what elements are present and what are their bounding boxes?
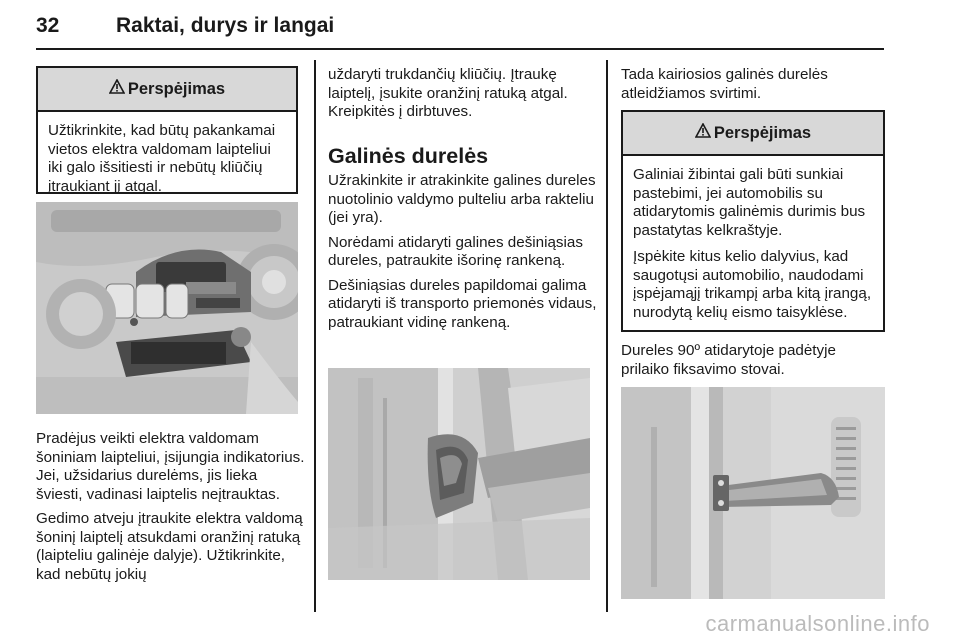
column-2-text [328,172,598,338]
warning-title: Perspėjimas [713,123,812,142]
paragraph: Dureles 90º atidarytoje padėtyje prilaiko fiksavimo stovai. [621,342,836,378]
watermark: carmanualsonline.info [705,611,930,636]
rear-door-handle-photo [328,368,590,580]
paragraph: Tada kairiosios galinės durelės atleidžiamos svirtimi. [621,66,828,102]
warning-header [623,112,883,156]
page-number: 32 [36,14,60,37]
warning-text: Galiniai žibintai gali būti sunkiai pastebimi, jei automobilis su atidarytomis galinėmis durimis bus pastatytas kelkraštyje. [633,166,866,239]
column-divider-2 [606,60,608,612]
paragraph: Užrakinkite ir atrakinkite galines dureles nuotolinio valdymo pulteliu arba rakteliu (jei yra). [328,172,596,226]
section-heading: Galinės durelės [328,144,489,168]
warning-triangle-icon [695,123,711,143]
column-3-text-bottom [621,342,883,385]
page-header [36,8,884,50]
warning-triangle-icon [109,79,125,99]
warning-text: Užtikrinkite, kad būtų pakankamai vietos elektra valdomam laipteliui iki galo išsitiesti ir nebūtų kliūčių įtraukiant jį atgal. [48,122,276,195]
column-1-text [36,430,306,590]
column-2-continued [328,66,596,128]
column-divider-1 [314,60,316,612]
dashboard-photo [36,202,298,414]
paragraph: Gedimo atveju įtraukite elektra valdomą šoninį laiptelį atsukdami oranžinį ratuką (laipteliu galinėje dalyje). Užtikrinkite, kad nebūtų jokių [36,510,303,583]
door-check-strap-photo [621,387,885,599]
paragraph: Dešiniąsias dureles papildomai galima atidaryti iš transporto priemonės vidaus, patraukiant vidinę rankeną. [328,276,597,331]
header-divider [36,48,884,50]
paragraph: Pradėjus veikti elektra valdomam šoniniam laipteliui, įsijungia indikatorius. Jei, užsidarius durelėms, jis lieka šviesti, vadinasi laiptelis neįtrauktas. [36,430,305,503]
warning-header [38,68,296,112]
warning-text: Įspėkite kitus kelio dalyvius, kad saugotųsi automobilio, naudodami įspėjamąjį trikampį arba kitą įrangą, nurodytą kelių eismo taisyklėse. [633,248,872,321]
warning-box-left [36,66,298,194]
warning-title: Perspėjimas [127,79,226,98]
paragraph: Norėdami atidaryti galines dešiniąsias dureles, patraukite išorinę rankeną. [328,233,583,269]
paragraph: uždaryti trukdančių kliūčių. Įtraukę laiptelį, įsukite oranžinį ratuką atgal. Kreipkitės į dirbtuves. [328,66,568,120]
warning-box-right [621,110,885,332]
column-3-text-top [621,66,883,109]
page-title: Raktai, durys ir langai [116,14,335,37]
